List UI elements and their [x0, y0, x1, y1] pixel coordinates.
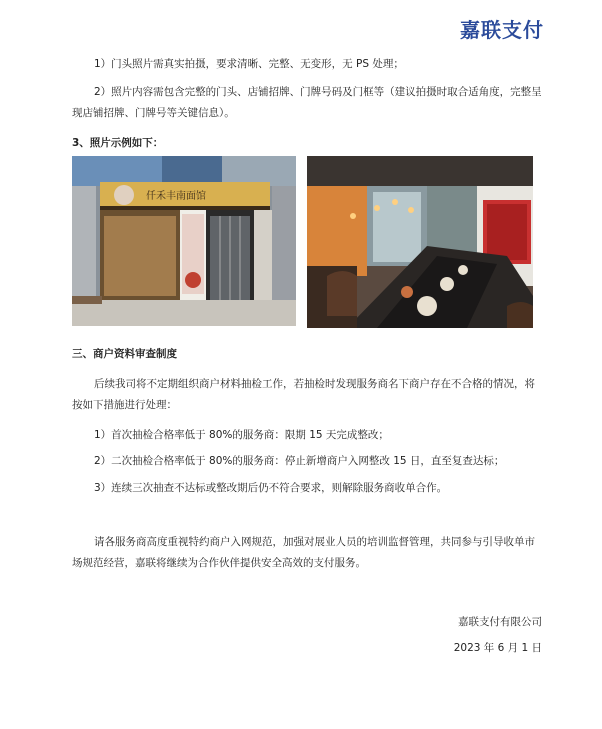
storefront-photo	[72, 156, 296, 326]
closing-paragraph: 请各服务商高度重视特约商户入网规范，加强对展业人员的培训监督管理，共同参与引导收单市场规范经营，嘉联将继续为合作伙伴提供安全高效的支付服务。	[72, 536, 535, 569]
requirement-item-1: 1）门头照片需真实拍摄，要求清晰、完整、无变形，无 PS 处理；	[94, 58, 404, 70]
section-3-title: 三、商户资料审查制度	[72, 348, 177, 360]
measure-item-1: 1）首次抽检合格率低于 80%的服务商：限期 15 天完成整改；	[94, 429, 389, 441]
company-logo: 嘉联支付	[460, 18, 544, 42]
interior-photo	[307, 156, 533, 328]
measure-item-3: 3）连续三次抽查不达标或整改期后仍不符合要求，则解除服务商收单合作。	[94, 482, 448, 494]
storefront-sign-text: 仟禾丰南面馆	[146, 191, 206, 202]
example-heading: 3、照片示例如下：	[72, 137, 164, 149]
signature-date: 2023 年 6 月 1 日	[453, 642, 542, 654]
section-3-intro: 后续我司将不定期组织商户材料抽检工作，若抽检时发现服务商名下商户存在不合格的情况，将按如下措施进行处理：	[72, 378, 535, 411]
signature-company: 嘉联支付有限公司	[458, 616, 542, 628]
requirement-item-2: 2）照片内容需包含完整的门头、店铺招牌、门牌号码及门框等（建议拍摄时取合适角度，完整呈现店铺招牌、门牌号等关键信息）。	[72, 86, 542, 119]
measure-item-2: 2）二次抽检合格率低于 80%的服务商：停止新增商户入网整改 15 日，直至复查达标；	[94, 455, 505, 467]
